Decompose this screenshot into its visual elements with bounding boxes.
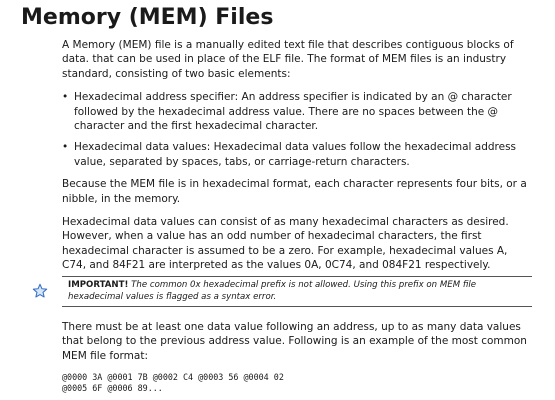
- star-icon: [32, 283, 48, 299]
- code-line: @0000 3A @0001 7B @0002 C4 @0003 56 @0004 02: [62, 372, 284, 382]
- elements-list: [62, 90, 532, 169]
- list-item: [62, 140, 532, 169]
- important-note: [62, 276, 532, 307]
- following-paragraph: There must be at least one data value following an address, up to as many data values that belong to the previous address value. Following is an example of the most common MEM file format:: [62, 321, 527, 362]
- hex-format-paragraph: Because the MEM file is in hexadecimal format, each character represents four bits, or a nibble, in the memory.: [62, 178, 527, 205]
- important-label: IMPORTANT!: [68, 280, 129, 290]
- list-item: [62, 90, 532, 133]
- page-title: Memory (MEM) Files: [21, 5, 274, 30]
- intro-paragraph: A Memory (MEM) file is a manually edited text file that describes contiguous blocks of data. that can be used in place of the ELF file. The format of MEM files is an industry standard, consisting of two basic elements:: [62, 39, 514, 80]
- bullet-glyph: •: [62, 91, 69, 104]
- list-item-text: Hexadecimal address specifier: An address specifier is indicated by an @ character followed by the hexadecimal address value. There are no spaces between the @ character and the first hexadecimal character.: [74, 91, 512, 133]
- bullet-glyph: •: [62, 141, 69, 154]
- data-values-paragraph: Hexadecimal data values can consist of as many hexadecimal characters as desired. However, when a value has an odd number of hexadecimal characters, the first hexadecimal character is assumed to be a zero. For example, hexadecimal values A, C74, and 84F21 are interpreted as the values 0A, 0C74, and 084F21 respectively.: [62, 216, 509, 272]
- important-text: The common 0x hexadecimal prefix is not allowed. Using this prefix on MEM file hexadecimal values is flagged as a syntax error.: [68, 280, 477, 302]
- code-line: @0005 6F @0006 89...: [62, 383, 163, 394]
- code-example: [62, 372, 284, 395]
- list-item-text: Hexadecimal data values: Hexadecimal data values follow the hexadecimal address value, separated by spaces, tabs, or carriage-return characters.: [74, 141, 517, 168]
- body-content: [62, 38, 532, 282]
